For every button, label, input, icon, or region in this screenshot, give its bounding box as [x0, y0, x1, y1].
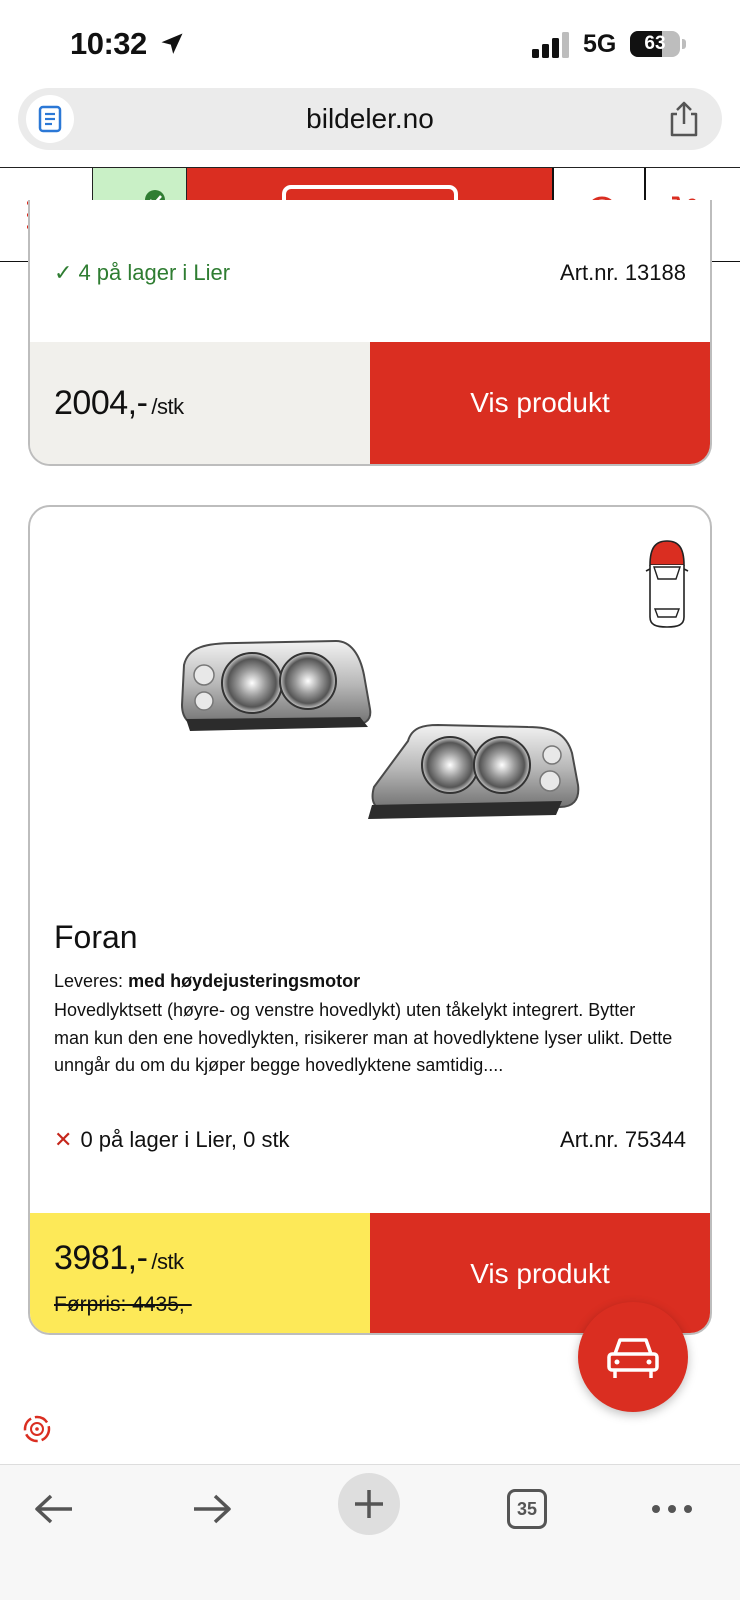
battery-icon: [630, 31, 680, 57]
url-text[interactable]: bildeler.no: [306, 103, 434, 134]
location-arrow-icon: [158, 30, 186, 58]
browser-toolbar: [0, 1464, 740, 1600]
address-bar[interactable]: [18, 88, 722, 150]
price-box: [30, 342, 372, 464]
car-icon: [605, 1334, 661, 1380]
reader-button[interactable]: [26, 95, 74, 143]
stock-status: [54, 1127, 290, 1153]
battery-level: 63: [644, 33, 666, 54]
headlight-set-image: [176, 635, 596, 855]
price: [54, 384, 184, 423]
more-button[interactable]: [642, 1479, 702, 1539]
product-description: Hovedlyktsett (høyre- og venstre hovedlykt) uten tåkelykt integrert. Bytter man kun den ene hovedlykten, risikerer man at hovedlyktene lyser ulikt. Dette unngår du om du kjøper begge hovedlyktene samtidig....: [54, 1000, 673, 1075]
back-icon: [34, 1493, 74, 1525]
new-tab-button[interactable]: [338, 1473, 400, 1535]
old-price: Førpris: 4435,-: [54, 1293, 192, 1316]
battery-cap: [682, 39, 686, 49]
forward-button[interactable]: [182, 1479, 242, 1539]
delivery-label: Leveres:: [54, 971, 124, 991]
price-unit: /stk: [151, 1249, 184, 1274]
tabs-icon: 35: [507, 1489, 547, 1529]
price: [54, 1239, 184, 1278]
out-of-stock-icon: ✕: [54, 1127, 73, 1152]
price-box: [30, 1213, 372, 1335]
plus-icon: [353, 1488, 385, 1520]
tabs-button[interactable]: [497, 1479, 557, 1539]
price-unit: /stk: [151, 394, 184, 419]
status-time: 10:32: [70, 26, 147, 61]
stock-text: 4 på lager i Lier: [78, 260, 231, 285]
delivery-info: [54, 971, 360, 992]
view-product-button[interactable]: Vis produkt: [370, 342, 710, 464]
price-value: 2004,-: [54, 384, 148, 422]
check-icon: ✓: [54, 260, 73, 285]
price-value: 3981,-: [54, 1239, 148, 1277]
car-position-icon: [644, 537, 690, 631]
forward-icon: [192, 1493, 232, 1525]
stock-status: [54, 260, 230, 286]
back-button[interactable]: [24, 1479, 84, 1539]
product-card: [28, 200, 712, 466]
status-bar: [0, 0, 740, 88]
vehicle-select-button[interactable]: [578, 1302, 688, 1412]
stock-text: 0 på lager i Lier, 0 stk: [80, 1127, 290, 1152]
share-icon[interactable]: [666, 100, 702, 138]
more-icon: [651, 1504, 693, 1514]
delivery-value: med høydejusteringsmotor: [128, 971, 361, 991]
reader-icon: [38, 105, 62, 133]
product-card[interactable]: [28, 505, 712, 1335]
network-label: 5G: [583, 30, 617, 58]
article-number: Art.nr. 13188: [560, 260, 686, 285]
product-title[interactable]: Foran: [54, 919, 138, 955]
signal-icon: [532, 32, 572, 58]
article-number: Art.nr. 75344: [560, 1127, 686, 1152]
cookie-icon[interactable]: [22, 1414, 52, 1444]
view-product-button[interactable]: Vis produkt: [370, 1213, 710, 1335]
